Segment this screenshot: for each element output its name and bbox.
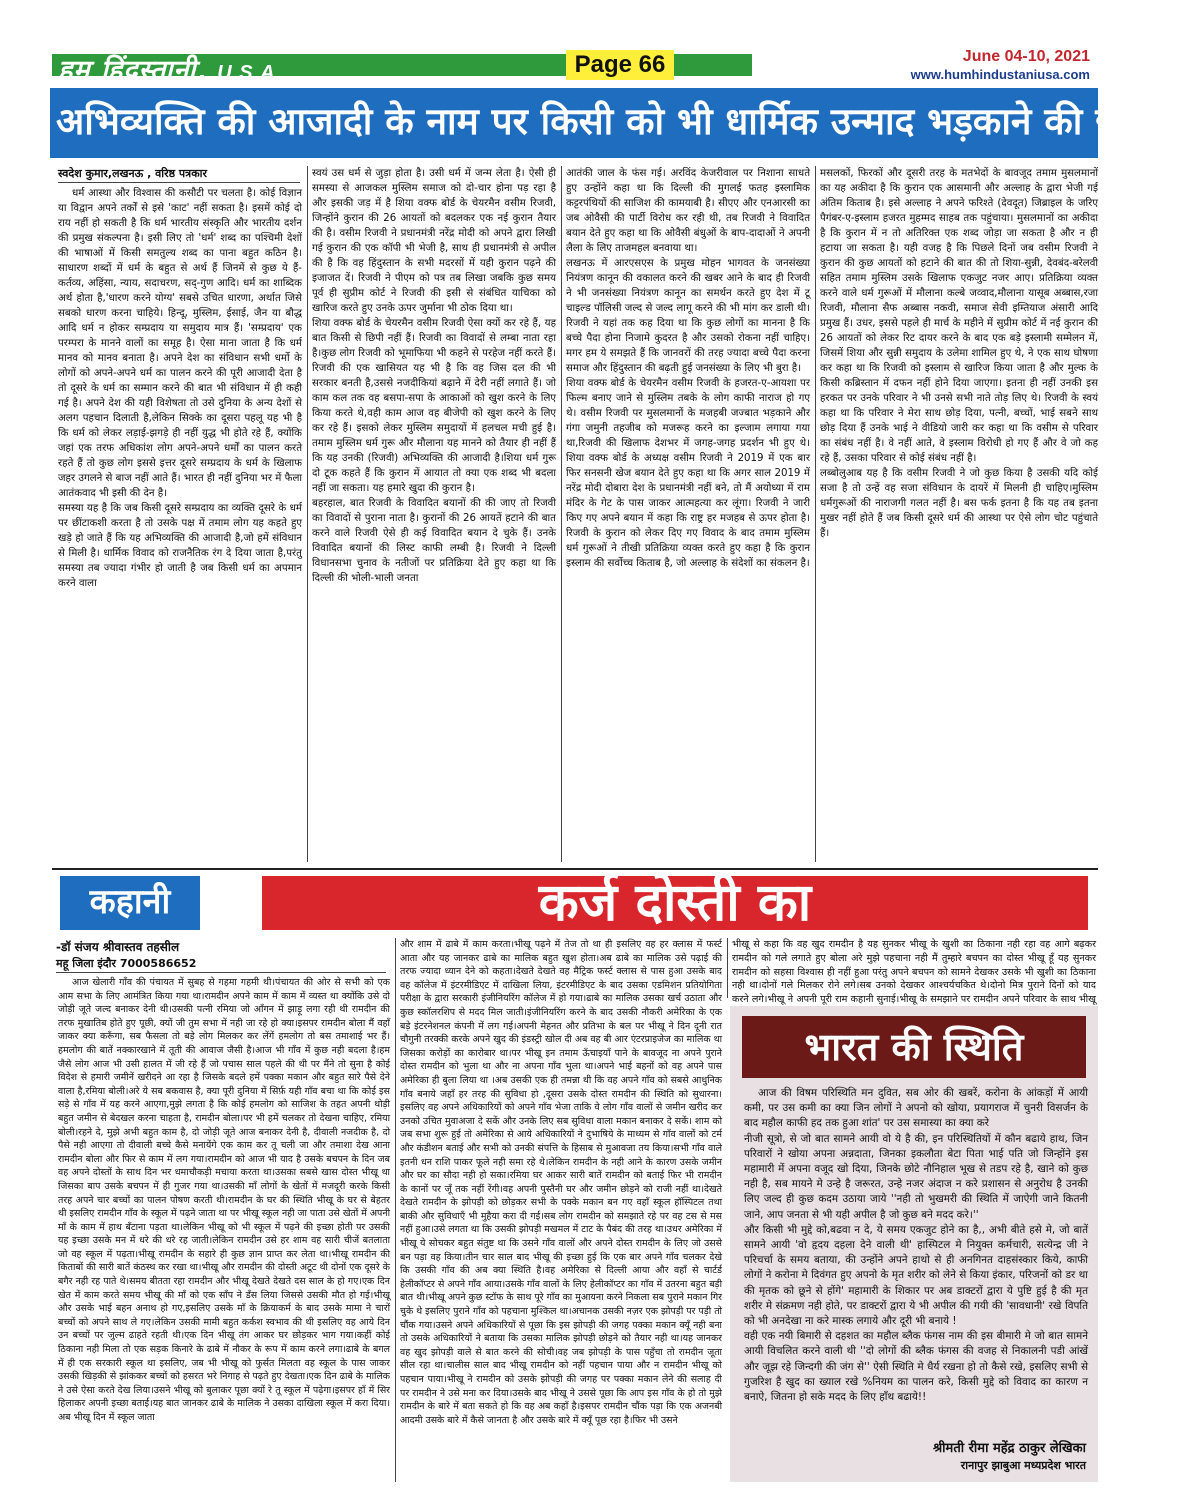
story-author: -डॉ संजय श्रीवास्तव तहसील — [56, 940, 180, 954]
story-text-2: और शाम में ढाबे में काम करता।भीखू पढ़ने में तेज तो था ही इसलिए वह हर क्लास में फर्स्ट आता और यह जानकर ढाबे का मालिक बहुत खुश होता।अब ढाबे का मालिक उसे पढ़ाई की तरफ ज्यादा ध्यान देने को कहता।देखते देखते वह मैट्रिक फर्स्ट क्लास से पास हुआ उसके बाद वह कॉलेज में इंटरमीडिएट में दाखिला लिया, इंटरमीडिएट के बाद उसका एडमिशन प्रतियोगिता परीक्षा के द्वारा सरकारी इंजीनियरिंग कॉलेज में हो गया।ढाबे का मालिक उसका खर्च उठाता और कुछ स्कॉलरशिप से मदद मिल जाती।इंजीनियरिंग करने के बाद उसकी नौकरी अमेरिका के एक बड़े इंटरनेशनल कंपनी में लग गई।अपनी मेहनत और प्रतिभा के बल पर भीखू ने दिन दूनी रात चौगुनी तरक्की करके अपने खुद की इंडस्ट्री खोल दी अब वह बी आर एंटरप्राइजेज का मालिक था जिसका करोड़ों का कारोबार था।पर भीखू इन तमाम ऊँचाइयाँ पाने के बावजूद ना अपने पुराने दोस्त रामदीन को भुला था और ना अपना गाँव भुला था।अपने भाई बहनों को वह अपने पास अमेरिका ही बुला लिया था ।अब उसकी एक ही तमन्ना थी कि वह अपने गाँव को सबसे आधुनिक गाँव बनाये जहाँ हर तरह की सुविधा हो ,दूसरा उसके दोस्त रामदीन की स्थिति को सुधारना।इसलिए वह अपने अधिकारियों को अपने गाँव भेजा ताकि वे लोग गाँव वालों से जमीन खरीद कर उनको उचित मुवाअजा दे सकें और उनके लिए सब सुविधा वाला मकान बनाकर दे सकें। शाम को जब सभा शुरू हुई तो अमेरिका से आये अधिकारियों ने दुभाषिये के माध्यम से गाँव वालों को टर्म और कंडीशन बताई और सभी को उनकी संपत्ति के हिसाब से मुआवजा तय किया।सभी गाँव वाले इतनी धन राशि पाकर फूले नही समा रहे थे।लेकिन रामदीन के नही आने के कारण उसके जमीन और घर का सौदा नही हो सका।रमिया घर आकर सारी बातें रामदीन को बताई फिर भी रामदीन के कानों पर जूँ तक नहीं रेंगी।वह अपनी पुस्तैनी घर और जमीन छोड़ने को राजी नहीं था।देखते देखते रामदीन के झोपड़ी को छोड़कर सभी के पक्के मकान बन गए वहाँ स्कूल हॉस्पिटल तथा बाकी और सुविधाएँ भी मुहैया करा दी गई।सब लोग रामदीन को समझाते रहे पर वह टस से मस नहीं हुआ।उसे लगता था कि उसकी झोपड़ी मखमल में टाट के पैबंद की तरह था।उधर अमेरिका में भीखू ये सोचकर बहुत संतुष्ट था कि उसने गाँव वालों और अपने दोस्त रामदीन के लिए जो उससे बन पड़ा वह किया।तीन चार साल बाद भीखू की इच्छा हुई कि एक बार अपने गाँव चलकर देखे कि उसकी गाँव की अब क्या स्थिति है।वह अमेरिका से दिल्ली आया और वहाँ से चार्टर्ड हेलीकॉप्टर से अपने गाँव आया।उसके गाँव वालों के लिए हेलीकॉप्टर का गाँव में उतरना बहुत बड़ी बात थी।भीखू अपने कुछ स्टॉफ के साथ पूरे गाँव का मुआयना करने निकला सब पुराने मकान गिर चुके थे इसलिए पुराने गाँव को पहचाना मुश्किल था।अचानक उसकी नज़र एक झोपड़ी पर पड़ी तो चौंक गया।उसने अपने अधिकारियों से पूछा कि इस झोपड़ी की जगह पक्का मकान क्यूँ नही बना तो उसके अधिकारियों ने बताया कि उसका मालिक झोपड़ी छोड़ने को तैयार नही था।यह जानकर वह खुद झोपड़ी वाले से बात करने की सोची।वह जब झोपड़ी के पास पहुँचा तो रामदीन जूता सील रहा था।चालीस साल बाद भीखू रामदीन को नहीं पहचान पाया और न रामदीन भीखू को पहचान पाया।भीखू ने रामदीन को उसके झोपड़ी की जगह पर पक्का मकान लेने की सलाह दी पर रामदीन ने उसे मना कर दिया।उसके बाद भीखू ने उससे पूछा कि आप इस गाँव के हो तो मुझे रामदीन के बारे में बता सकते हो कि वह अब कहाँ है।इसपर रामदीन चौंक पड़ा कि एक अजनबी आदमी उसके बारे में कैसे जानता है और उसके बारे में क्यूँ पूछ रहा है।फिर भी उसने — [400, 939, 722, 1426]
article-column-1 — [58, 186, 302, 862]
author-rule — [56, 972, 386, 973]
opinion-title: भारत की स्थिति — [742, 1016, 1086, 1078]
section-divider — [52, 868, 1098, 870]
article-text-1: धर्म आस्था और विश्वास की कसौटी पर चलता है। कोई विज्ञान या विद्वान अपने तर्कों से इसे 'काट' नहीं सकता है। इसमें कोई दो राय नहीं हो सकती है कि धर्म भारतीय संस्कृति और भारतीय दर्शन की प्रमुख संकल्पना है। इसी लिए तो 'धर्म' शब्द का पश्चिमी देशों की भाषाओं में किसी समतुल्य शब्द का पाना बहुत कठिन है। साधारण शब्दों में धर्म के बहुत से अर्थ हैं जिनमें से कुछ ये हैं- कर्तव्य, अहिंसा, न्याय, सदाचरण, सद्-गुण आदि। धर्म का शाब्दिक अर्थ होता है,'धारण करने योग्य' सबसे उचित धारणा, अर्थात जिसे सबको धारण करना चाहिये। हिन्दू, मुस्लिम, ईसाई, जैन या बौद्ध आदि धर्म न होकर सम्प्रदाय या समुदाय मात्र हैं। 'सम्प्रदाय' एक परम्परा के मानने वालों का समूह है। ऐसा माना जाता है कि धर्म मानव को मानव बनाता है। अपने देश का संविधान सभी धर्मो के लोगों को अपने-अपने धर्म का पालन करने की पूरी आजादी देता है तो दूसरे के धर्म का सम्मान करने की बात भी संविधान में ही कही गई है। अपने देश की यही विशेषता तो उसे दुनिया के अन्य देशों से अलग पहचान दिलाती है,लेकिन सिक्के का दूसरा पहलू यह भी है कि धर्म को लेकर लड़ाई-झगड़े ही नहीं युद्ध भी होते रहे हैं, क्योंकि जहां एक तरफ अधिकांश लोग अपने-अपने धर्मों का पालन करते रहते हैं तो कुछ लोग इससे इत्तर दूसरे सम्प्रदाय के धर्म के खिलाफ जहर उगलने से बाज नहीं आते हैं। भारत ही नहीं दुनिया भर में फैला आतंकवाद भी इसी की देन है। समस्या यह है कि जब किसी दूसरे सम्प्रदाय का व्यक्ति दूसरे के धर्म पर छींटाकशी करता है तो उसके पक्ष में तमाम लोग यह कहते हुए खड़े हो जाते हैं कि यह अभिव्यक्ति की आजादी है,जो हमें संविधान से मिली है। धार्मिक विवाद को राजनैतिक रंग दे दिया जाता है,परंतु समस्या तब ज्यादा गंभीर हो जाती है जब किसी धर्म का अपमान करने वाला — [58, 188, 302, 589]
newspaper-logo — [58, 50, 282, 87]
story-column-1 — [58, 976, 390, 1482]
story-text-3: भीखू से कहा कि वह खुद रामदीन है यह सुनकर भीखू के खुशी का ठिकाना नही रहा वह आगे बढ़कर रामदीन को गले लगाते हुए बोला अरे मुझे पहचाना नही मैं तुम्हारे बचपन का दोस्त भीखू हूँ यह सुनकर रामदीन को सहसा विश्वास ही नहीं हुआ परंतु अपने बचपन को सामने देखकर उसके भी खुशी का ठिकाना नही था।दोनों गले मिलकर रोने लगे।सब उनको देखकर आश्चर्यचकित थे।दोनो मित्र पुराने दिनों को याद करने लगे।भीखू ने अपनी पूरी राम कहानी सुनाई।भीखू के समझाने पर रामदीन अपने परिवार के साथ भीखू — [732, 939, 1097, 1006]
opinion-text-column — [744, 1086, 1088, 1436]
story-text-1: आज खेलारी गाँव की पंचायत में सुबह से गहमा गहमी थी।पंचायत की ओर से सभी को एक आम सभा के लिए आमंत्रित किया गया था।रामदीन अपने काम में काम में व्यस्त था क्योंकि उसे दो जोड़ी जूते जल्द बनाकर देनी थी।उसकी पत्नी रमिया जो आँगन में झाड़ू लगा रही थी रामदीन की तरफ मुखातिब होते हुए पूछी, क्यों जी तुम सभा में नही जा रहे हो क्या।इसपर रामदीन बोला मैं वहाँ जाकर क्या करूँगा, सब फैसला तो बड़े लोग मिलकर कर लेंगें हमलोग तो बस तमाशाई भर हैं।हमलोग की बातें नक्कारखाने में तूती की आवाज जैसी है।आज भी गाँव में कुछ नही बदला है।हम जैसे लोग आज भी उसी हालत में जी रहे हैं जो पचास साल पहले की थी पर मैंने तो सुना है कोई विदेश से हमारी जमीनें खरीदने आ रहा है जिसके बदले हमें पक्का मकान और बहुत सारे पैसे देने वाला है,रमिया बोली।अरे ये सब बकवास है, क्या पूरी दुनिया में सिर्फ़ यही गाँव बचा था कि कोई इस सड़े से गाँव में यह करने आएगा,मुझे लगता है कि कोई हमलोग को साजिश के तहत अपनी थोड़ी बहुत जमीन से बेदखल करना चाहता है, रामदीन बोला।पर भी हमें चलकर तो देखना चाहिए, रमिया बोली।रहने दे, मुझे अभी बहुत काम है, दो जोड़ी जूते आज बनाकर देनी है, दीवाली नजदीक है, दो पैसे नही आएगा तो दीवाली बच्चे कैसे मनायेंगे एक काम कर तू चली जा और तमाशा देख आना रामदीन बोला और फिर से काम में लग गया।रामदीन को आज भी याद है उसके बचपन के दिन जब वह अपने दोस्तों के साथ दिन भर धमाचौकड़ी मचाया करता था।उसका सबसे खास दोस्त भीखू था जिसका बाप उसके बचपन में ही गुजर गया था।उसकी माँ लोगों के खेतों में मजदूरी करके किसी तरह अपने चार बच्चों का पालन पोषण करती थी।रामदीन के घर की स्थिति भीखू के घर से बेहतर थी इसलिए रामदीन गाँव के स्कूल में पढ़ने जाता था पर भीखू स्कूल नही जा पाता उसे खेतों में अपनी माँ के काम में हाथ बँटाना पड़ता था।लेकिन भीखू को भी स्कूल में पढ़ने की इच्छा होती पर उसकी यह इच्छा उसके मन में धरे की धरे रह जाती।लेकिन रामदीन उसे हर शाम वह सारी चीजें बतलाता जो वह स्कूल में पढ़ता।भीखू रामदीन के सहारे ही कुछ ज्ञान प्राप्त कर लेता था।भीखू रामदीन की किताबों की सारी बातें कंठस्थ कर रखा था।भीखू और रामदीन की दोस्ती अटूट थी दोनों एक दूसरे के बगैर नही रह पाते थे।समय बीतता रहा रामदीन और भीखू देखते देखते दस साल के हो गए।एक दिन खेत में काम करते समय भीखू की माँ को एक साँप ने डँस लिया जिससे उसकी मौत हो गई।भीखू और उसके भाई बहन अनाथ हो गए,इसलिए उसके माँ के क्रियाकर्म के बाद उसके मामा ने चारों बच्चों को अपने साथ ले गए।लेकिन उसकी मामी बहुत कर्कश स्वभाव की थी इसलिए वह आये दिन उन बच्चों पर जुल्म ढाहते रहती थी।एक दिन भीखू तंग आकर घर छोड़कर भाग गया।कहीं कोई ठिकाना नही मिला तो एक सड़क किनारे के ढाबे में नौकर के रूप में काम करने लगा।ढाबे के बगल में ही एक सरकारी स्कूल था इसलिए, जब भी भीखू को फुर्सत मिलता वह स्कूल के पास जाकर उसकी खिड़की से झांककर बच्चों को हसरत भरे निगाह से पढ़ते हुए देखता।एक दिन ढाबे के मालिक ने उसे ऐसा करते देख लिया।उसने भीखू को बुलाकर पूछा क्यों रे तू स्कूल में पढ़ेगा।इसपर हाँ में सिर हिलाकर अपनी इच्छा बताई।यह बात जानकर ढाबे के मालिक ने उसका दाखिला स्कूल में करा दिया।अब भीखू दिन में स्कूल जाता — [58, 977, 390, 1423]
story-column-2 — [400, 938, 722, 1482]
issue-date: June 04-10, 2021 — [962, 48, 1090, 65]
article-text-2: स्वयं उस धर्म से जुड़ा होता है। उसी धर्म में जन्म लेता है। ऐसी ही समस्या से आजकल मुस्लिम समाज को दो-चार होना पड़ रहा है और इसकी जड़ में है शिया वक्फ बोर्ड के चेयरमैन वसीम रिजवी, जिन्होंने कुरान की 26 आयतों को बदलकर एक नई कुरान तैयार की है। वसीम रिजवी ने प्रधानमंत्री नरेंद्र मोदी को अपने द्वारा लिखी गई कुरान की एक कॉपी भी भेजी है, साथ ही प्रधानमंत्री से अपील की है कि वह हिंदुस्तान के सभी मदरसों में यही कुरान पढ़ने की इजाजत दें। रिजवी ने पीएम को पत्र तब लिखा जबकि कुछ समय पूर्व ही सुप्रीम कोर्ट ने रिजवी की इसी से संबंधित याचिका को खारिज करते हुए उनके ऊपर जुर्माना भी ठोक दिया था। शिया वक्फ बोर्ड के चेयरमैन वसीम रिजवी ऐसा क्यों कर रहे हैं, यह बात किसी से छिपी नहीं हैं। रिजवी का विवादों से लम्बा नाता रहा है।कुछ लोग रिजवी को भूमाफिया भी कहने से परहेज नहीं करते हैं। रिजवी की एक खासियत यह भी है कि वह जिस दल की भी सरकार बनती है,उससे नजदीकियां बढ़ाने में देरी नहीं लगाते हैं। जो काम कल तक वह बसपा-सपा के आकाओं को खुश करने के लिए किया करते थे,वही काम आज वह बीजेपी को खुश करने के लिए कर रहे हैं। इसको लेकर मुस्लिम समुदायों में हलचल मची हुई है। तमाम मुस्लिम धर्म गुरू और मौलाना यह मानने को तैयार ही नहीं हैं कि यह उनकी (रिजवी) अभिव्यक्ति की आजादी है।शिया धर्म गुरू दो टूक कहते हैं कि कुरान में आयात तो क्या एक शब्द भी बदला नहीं जा सकता। यह हमारे खुदा की कुरान है। बहरहाल, बात रिजवी के विवादित बयानों की की जाए तो रिजवी का विवादों से पुराना नाता है। कुरानों की 26 आयतें हटाने की बात करने वाले रिजवी ऐसे ही कई विवादित बयान दे चुके हैं। उनके विवादित बयानों की लिस्ट काफी लम्बी है। रिजवी ने दिल्ली विधानसभा चुनाव के नतीजों पर प्रतिक्रिया देते हुए कहा था कि दिल्ली की भोली-भाली जनता — [312, 168, 556, 584]
column-divider — [727, 938, 728, 998]
article-column-4 — [820, 166, 1098, 862]
story-title: कर्ज दोस्ती का — [262, 876, 1088, 930]
opinion-place: रानापुर झाबुआ मध्यप्रदेश भारत — [960, 1459, 1086, 1472]
story-column-3 — [732, 938, 1096, 1004]
byline-rule — [58, 182, 300, 183]
section-label-kahani: कहानी — [60, 876, 200, 930]
article-column-3 — [566, 166, 810, 862]
logo-text: हम हिंदुस्तानी, — [58, 55, 207, 86]
page-number: Page 66 — [566, 50, 674, 80]
website-link[interactable]: www.humhindustaniusa.com — [910, 67, 1090, 82]
article-byline: स्वदेश कुमार,लखनऊ , वरिष्ठ पत्रकार — [58, 167, 208, 180]
article-text-3: आतंकी जाल के फंस गई। अरविंद केजरीवाल पर निशाना साधते हुए उन्होंने कहा था कि दिल्ली की मुगलई फतह इस्लामिक कट्टरपंथियों की साजिश की कामयाबी है। सीएए और एनआरसी का जब ओवैसी की पार्टी विरोध कर रही थी, तब रिजवी ने विवादित बयान देते हुए कहा था कि ओवैसी बंधुओं के बाप-दादाओं ने अपनी लैला के लिए ताजमहल बनवाया था। लखनऊ में आरएसएस के प्रमुख मोहन भागवत के जनसंख्या नियंत्रण कानून की वकालत करने की खबर आने के बाद ही रिजवी ने भी जनसंख्या नियंत्रण कानून का समर्थन करते हुए देश में टू चाइल्ड पॉलिसी जल्द से जल्द लागू करने की भी मांग कर डाली थी। रिजवी ने यहां तक कह दिया था कि कुछ लोगों का मानना है कि बच्चे पैदा होना निजामे कुदरत है और उसको रोकना नहीं चाहिए। मगर हम ये समझते हैं कि जानवरों की तरह ज्यादा बच्चे पैदा करना समाज और हिंदुस्तान की बढ़ती हुई जनसंख्या के लिए भी बुरा है। शिया वक्फ बोर्ड के चेयरमैन वसीम रिजवी के हजरत-ए-आयशा पर फिल्म बनाए जाने से मुस्लिम तबके के लोग काफी नाराज हो गए थे। वसीम रिजवी पर मुसलमानों के मजहबी जज्बात भड़काने और गंगा जमुनी तहजीब को मजरूह करने का इल्जाम लगाया गया था,रिजवी की खिलाफ देशभर में जगह-जगह प्रदर्शन भी हुए थे। शिया वक्फ बोर्ड के अध्यक्ष वसीम रिजवी ने 2019 में एक बार फिर सनसनी खेज बयान देते हुए कहा था कि अगर साल 2019 में नरेंद्र मोदी दोबारा देश के प्रधानमंत्री नहीं बने, तो मैं अयोध्या में राम मंदिर के गेट के पास जाकर आत्महत्या कर लूंगा। रिजवी ने जारी किए गए अपने बयान में कहा कि राष्ट्र हर मजहब से ऊपर होता है। रिजवी के कुरान को लेकर दिए गए विवाद के बाद तमाम मुस्लिम धर्म गुरूओं ने तीखी प्रतिक्रिया व्यक्त करते हुए कहा है कि कुरान इस्लाम की सर्वोच्च किताब है, जो अल्लाह के संदेशों का संकलन है। — [566, 168, 810, 569]
opinion-author: श्रीमती रीमा महेंद्र ठाकुर लेखिका — [932, 1441, 1086, 1456]
column-divider — [395, 938, 396, 1482]
article-text-4: मसलकों, फिरकों और दूसरी तरह के मतभेदों के बावजूद तमाम मुसलमानों का यह अकीदा है कि कुरान एक आसमानी और अल्लाह के द्वारा भेजी गई अंतिम किताब है। इसे अल्लाह ने अपने फरिश्ते (देवदूत) जिब्राइल के जरिए पैगंबर-ए-इस्लाम हजरत मुहम्मद साहब तक पहुंचाया। मुसलमानों का अकीदा है कि कुरान में न तो अतिरिक्त एक शब्द जोड़ा जा सकता है और न ही हटाया जा सकता है। यही वजह है कि पिछले दिनों जब वसीम रिजवी ने कुरान की कुछ आयतों को हटाने की बात की तो शिया-सुन्नी, देवबंद-बरेलवी सहित तमाम मुस्लिम उसके खिलाफ एकजुट नजर आए। प्रतिक्रिया व्यक्त करने वाले धर्म गुरूओं में मौलाना कल्बे जव्वाद,मौलाना यासूब अब्बास,रजा रिजवी, मौलाना सैफ अब्बास नकवी, समाज सेवी इम्तियाज अंसारी आदि प्रमुख हैं। उधर, इससे पहले ही मार्च के महीने में सुप्रीम कोर्ट में नई कुरान की 26 आयतों को लेकर रिट दायर करने के बाद एक बड़े इस्लामी सम्मेलन में, जिसमें शिया और सुन्नी समुदाय के उलेमा शामिल हुए थे, ने एक साथ घोषणा कर कहा था कि रिजवी को इस्लाम से खारिज किया जाता है और मुल्क के किसी कब्रिस्तान में दफन नहीं होने दिया जाएगा। इतना ही नहीं उनकी इस हरकत पर उनके परिवार ने भी उनसे सभी नाते तोड़ लिए थे। रिजवी के स्वयं कहा था कि परिवार ने मेरा साथ छोड़ दिया, पत्नी, बच्चों, भाई सबने साथ छोड़ दिया हैं उनके भाई ने वीडियो जारी कर कहा था कि वसीम से परिवार का संबंध नहीं है। वे नहीं आते, वे इस्लाम विरोधी हो गए हैं और वे जो कह रहे हैं, उसका परिवार से कोई संबंध नहीं है। लब्बोलुआब यह है कि वसीम रिजवी ने जो कुछ किया है उसकी यदि कोई सजा है तो उन्हें वह सजा संविधान के दायरें में मिलनी ही चाहिए।मुस्लिम धर्मगुरूओं की नाराजगी गलत नहीं है। बस फर्क इतना है कि यह तब इतना मुखर नहीं होते हैं जब किसी दूसरे धर्म की आस्था पर ऐसे लोग चोट पहुंचाते हैं। — [820, 168, 1098, 539]
column-divider — [561, 166, 562, 862]
story-place: महू जिला इंदौर 7000586652 — [56, 957, 197, 970]
column-divider — [307, 166, 308, 862]
column-divider — [815, 166, 816, 862]
logo-suffix: U.S.A. — [217, 62, 283, 84]
headline: अभिव्यक्ति की आजादी के नाम पर किसी को भी धार्मिक उन्माद भड़काने की छूट नहीं — [56, 100, 1202, 143]
opinion-text: आज की विषम परिस्थिति मन दुवित, सब ओर की खबरें, करोना के आंकड़ों में आयी कमी, पर उस कमी का क्या जिन लोगों ने अपनो को खोया, प्रयागराज में चुनरी विसर्जन के बाद महौल काफी हद तक हुआ शांत' पर उस समास्या का क्या करे नीजी सूत्रो, से जो बात सामने आयी वो ये है की, इन परिस्थितियों में कौन बढाये हाथ, जिन परिवारों ने खोया अपना अन्नदाता, जिनका इकलौता बेटा पिता भाई पति जो जिन्होंने इस महामारी में अपना वजूद खो दिया, जिनके छोटे नौनिहाल भूख से तडप रहे है, खाने को कुछ नही है, सब मायने मे उन्हे है जरूरत, उन्हे नजर अंदाज न करे प्रशासन से अनुरोध है उनकी लिए जल्द ही कुछ कदम उठाया जाये ''नही तो भुखमरी की स्थिति में जाऐगी जाने कितनी जाने, आप जनता से भी यही अपील है जो कुछ बने मदद करे।'' और किसी भी मुद्दे को,बढवा न दे, ये समय एकजुट होने का है,, अभी बीते हसे मे, जो बातें सामने आयी 'वो हृदय दहला देने वाली थी' हास्पिटल मे नियुक्त कर्मचारी, सत्येन्द्र जी ने परिचर्चा के समय बताया, की उन्होंने अपने हाथो से ही अनगिनत दाहसंस्कार किये, काफी लोगों ने करोना मे दिवंगत हुए अपनो के मृत शरीर को लेने से किया इंकार, परिजनों को डर था की मृतक को छूने से होंगे' महामारी के शिकार पर अब डाक्टरों द्वारा ये पुष्टि हुई है की मृत शरीर मे संक्रमण नही होते, पर डाक्टरों द्वारा ये भी अपील की गयी की 'सावधानी' रखे विपति को भी अनदेखा ना करे मास्क लगाये और दूरी भी बनाये ! वही एक नयी बिमारी से दहशत का महौल ब्लैक फंगस नाम की इस बीमारी मे जो बात सामने आयी विचलित करने वाली थी ''दो लोगों की ब्लैक फंगस की वजह से निकालनी पडी आंखें और जूझ रहे जिन्दगी की जंग से'' ऐसी स्थिति मे धैर्य रखना हो तो कैसे रखे, इसलिए सभी से गुजरिश है खुद का ख्याल रखे %नियम का पालन करे, किसी मुद्दे को विवाद का कारण न बनाऐ, जितना हो सके मदद के लिए हाँथ बढाये!! — [744, 1087, 1088, 1404]
article-column-2 — [312, 166, 556, 862]
